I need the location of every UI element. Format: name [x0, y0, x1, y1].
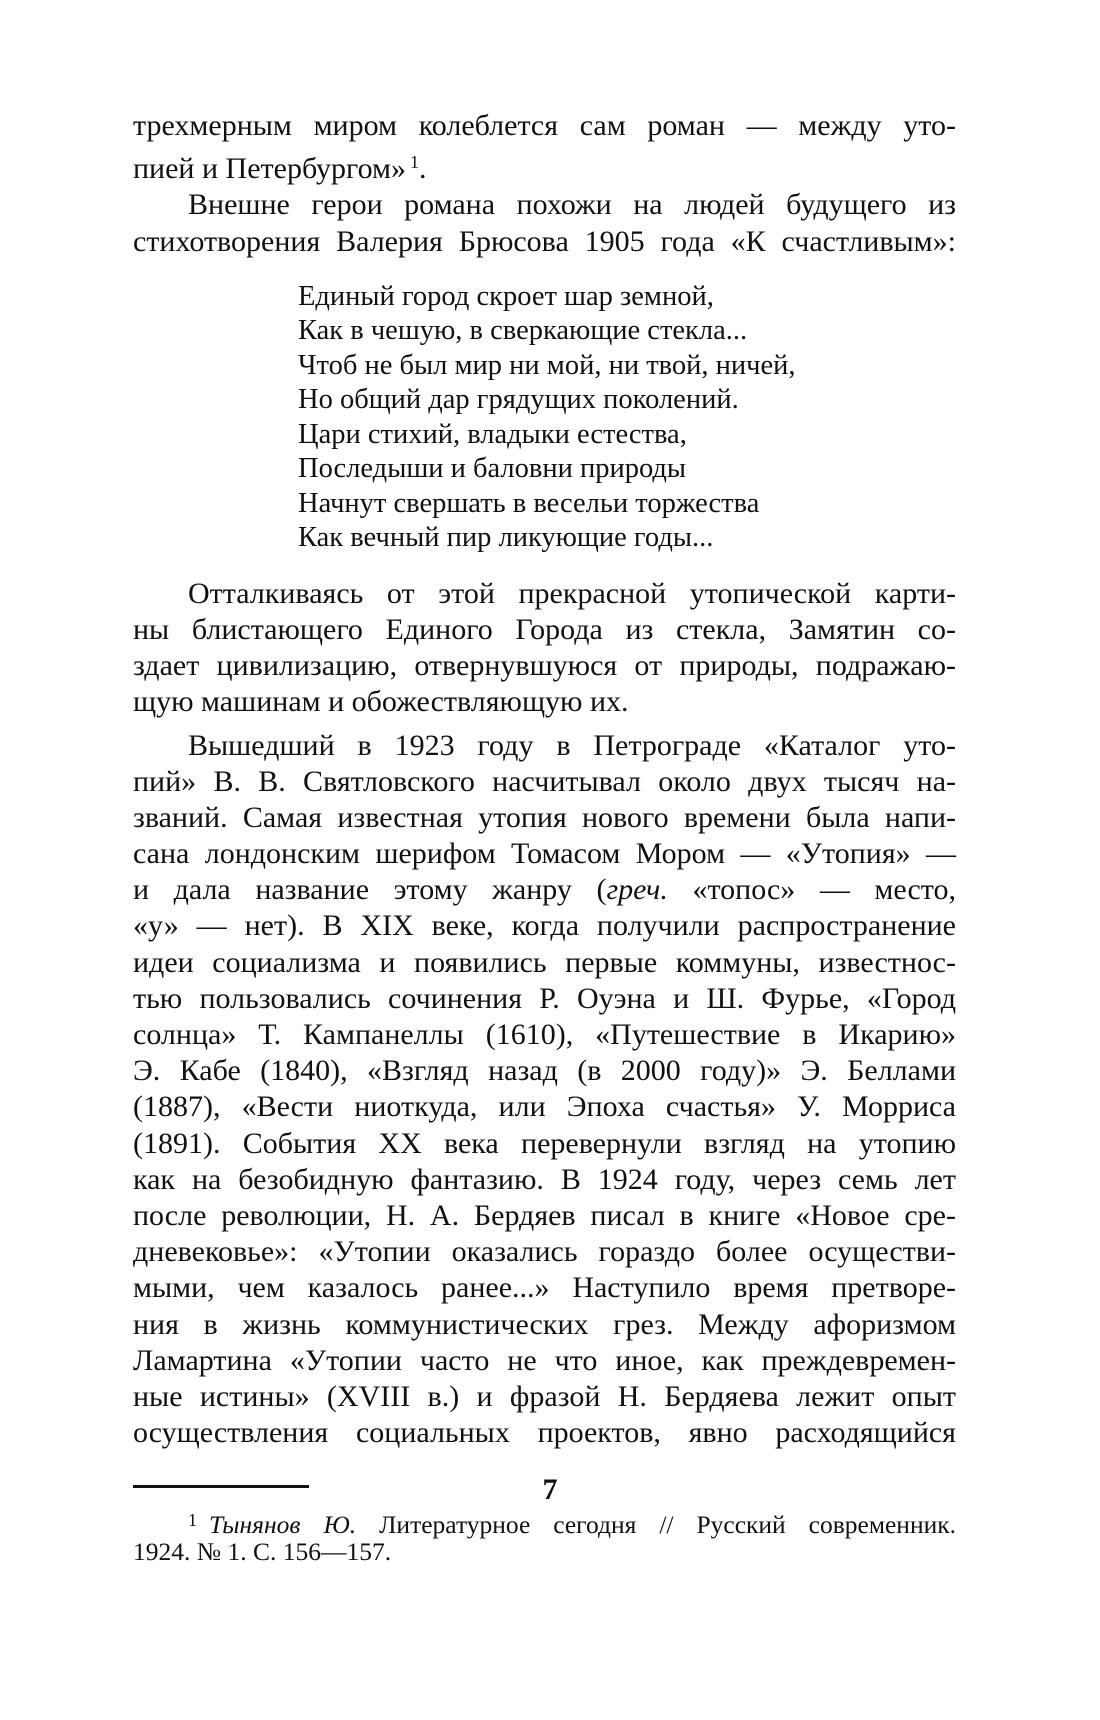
- text-line: стихотворения Валерия Брюсова 1905 года «К счастливым»:: [133, 224, 956, 258]
- text-line: солнца» Т. Кампанеллы (1610), «Путешествие в Икарию»: [133, 1018, 956, 1051]
- text-line: званий. Самая известная утопия нового времени была напи-: [133, 800, 956, 834]
- text-line: здает цивилизацию, отвернувшуюся от природы, подражаю-: [133, 649, 956, 683]
- text-line: (1891). События XX века перевернули взгляд на утопию: [133, 1126, 956, 1160]
- text-line: после революции, Н. А. Бердяев писал в книге «Новое сре-: [133, 1198, 956, 1232]
- text-line: Э. Кабе (1840), «Взгляд назад (в 2000 году)» Э. Беллами: [133, 1054, 956, 1088]
- text-line: сана лондонским шерифом Томасом Мором — «Утопия» —: [133, 837, 956, 871]
- footnote: [133, 1504, 956, 1568]
- text-line: Вышедший в 1923 году в Петрограде «Каталог уто-: [188, 728, 956, 762]
- text-line: как на безобидную фантазию. В 1924 году, через семь лет: [133, 1162, 956, 1196]
- poem-line: Чтоб не был мир ни мой, ни твой, ничей,: [298, 349, 796, 381]
- poem-line: Цари стихий, владыки естества,: [298, 418, 687, 450]
- text-line: ния в жизнь коммунистических грез. Между афоризмом: [133, 1307, 956, 1341]
- poem-line: Но общий дар грядущих поколений.: [298, 384, 739, 416]
- paragraph-2: [133, 187, 956, 259]
- text-fragment: пией и Петербургом»: [133, 152, 407, 186]
- text-line: ные истины» (XVIII в.) и фразой Н. Бердяева лежит опыт: [133, 1379, 956, 1413]
- footnote-reference: 1: [410, 152, 420, 173]
- italic-term: греч.: [606, 873, 668, 907]
- poem-quote: [298, 280, 956, 556]
- text-fragment: Литературное сегодня // Русский современник.: [356, 1510, 956, 1540]
- paragraph-3: [133, 576, 956, 721]
- text-line: «у» — нет). В XIX веке, когда получили распространение: [133, 909, 956, 943]
- paragraph-1: [133, 108, 956, 186]
- text-line: (1887), «Вести ниоткуда, или Эпоха счастья» У. Морриса: [133, 1090, 956, 1124]
- poem-line: Начнут свершать в весельи торжества: [298, 487, 760, 519]
- footnote-marker: 1: [188, 1510, 197, 1531]
- text-fragment: «топос» — место,: [667, 873, 956, 907]
- poem-line: Последыши и баловни природы: [298, 453, 687, 485]
- page-number: 7: [542, 1473, 558, 1506]
- text-line: Ламартина «Утопии часто не что иное, как преждевремен-: [133, 1343, 956, 1377]
- text-line: Внешне герои романа похожи на людей будущего из: [188, 188, 956, 222]
- text-line: щую машинам и обожествляющую их.: [133, 685, 629, 719]
- text-line: пий» В. В. Святловского насчитывал около двух тысяч на-: [133, 764, 956, 798]
- paragraph-4: [133, 728, 956, 1452]
- text-line: трехмерным миром колеблется сам роман — между уто-: [133, 109, 956, 142]
- poem-line: Единый город скроет шар земной,: [298, 280, 714, 312]
- text-line: дневековье»: «Утопии оказались гораздо более осуществи-: [133, 1235, 956, 1269]
- text-fragment: и дала название этому жанру (: [133, 873, 607, 907]
- text-fragment: .: [419, 152, 427, 186]
- text-line: [133, 872, 956, 908]
- text-line: осуществления социальных проектов, явно расходящийся: [133, 1416, 956, 1450]
- text-line: [133, 144, 956, 186]
- footnote-author: Тынянов Ю.: [209, 1510, 357, 1540]
- footnote-line: [133, 1504, 956, 1540]
- text-line: ны блистающего Единого Города из стекла, Замятин со-: [133, 612, 956, 646]
- page-body: [133, 108, 956, 1568]
- text-line: идеи социализма и появились первые коммуны, известнос-: [133, 945, 956, 979]
- poem-line: Как в чешую, в сверкающие стекла...: [298, 315, 748, 347]
- footnote-line: 1924. № 1. С. 156—157.: [133, 1537, 392, 1567]
- poem-line: Как вечный пир ликующие годы...: [298, 522, 714, 554]
- text-line: мыми, чем казалось ранее...» Наступило время претворе-: [133, 1271, 956, 1305]
- text-line: тью пользовались сочинения Р. Оуэна и Ш. Фурье, «Город: [133, 981, 956, 1015]
- text-line: Отталкиваясь от этой прекрасной утопической карти-: [188, 576, 956, 610]
